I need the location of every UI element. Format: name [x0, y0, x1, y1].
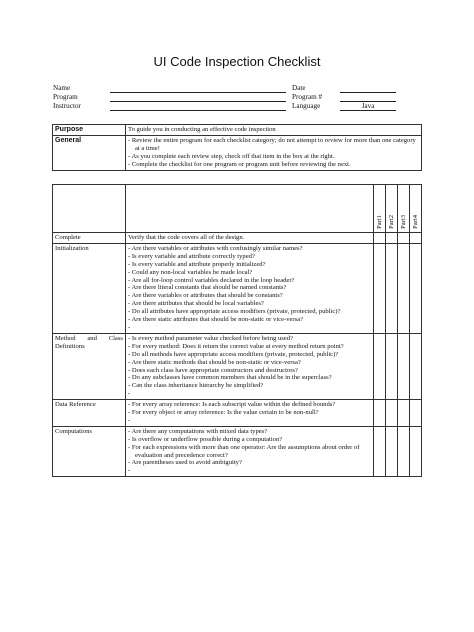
part3-checkbox[interactable] — [398, 333, 410, 399]
part4-checkbox[interactable] — [410, 233, 422, 244]
table-header-row — [53, 185, 422, 233]
program-number-label: Program # — [292, 93, 323, 101]
section-row — [53, 333, 422, 399]
purpose-table — [52, 124, 422, 171]
part3-checkbox[interactable] — [398, 233, 410, 244]
purpose-label: Purpose — [53, 125, 126, 136]
section-label: Computations — [53, 426, 126, 476]
part2-checkbox[interactable] — [386, 426, 398, 476]
checklist-item: - Do any subclasses have common members that should be in the superclass? — [128, 374, 371, 382]
section-label: Method and Class Definitions — [53, 333, 126, 399]
section-label: Complete — [53, 233, 126, 244]
section-content — [126, 333, 374, 399]
name-label: Name — [53, 84, 71, 92]
part3-header: Part3 — [398, 185, 410, 233]
language-label: Language — [292, 102, 321, 110]
part1-checkbox[interactable] — [374, 400, 386, 427]
checklist-item: - Is every variable and attribute correctly typed? — [128, 253, 371, 261]
checklist-table — [52, 184, 422, 477]
checklist-item: - Do all attributes have appropriate access modifiers (private, protected, public)? — [128, 308, 371, 316]
checklist-item — [128, 390, 371, 398]
checklist-item: - For each expressions with more than one operator: Are the assumptions about order of evaluation and precedence correct? — [128, 444, 371, 460]
section-content — [126, 426, 374, 476]
part2-checkbox[interactable] — [386, 243, 398, 333]
part2-checkbox[interactable] — [386, 233, 398, 244]
general-item: - As you complete each review step, check off that item in the box at the right. — [128, 153, 419, 161]
part3-checkbox[interactable] — [398, 243, 410, 333]
instructor-label: Instructor — [53, 102, 81, 110]
section-label: Data Reference — [53, 400, 126, 427]
checklist-item: - Does each class have appropriate constructors and destructors? — [128, 367, 371, 375]
checklist-item: - Could any non-local variables be made local? — [128, 269, 371, 277]
part1-checkbox[interactable] — [374, 333, 386, 399]
checklist-item: - Are there variables or attributes that should be constants? — [128, 292, 371, 300]
name-field[interactable] — [110, 92, 286, 93]
checklist-item — [128, 417, 371, 425]
checklist-item — [128, 467, 371, 475]
date-label: Date — [292, 84, 306, 92]
checklist-item: - Are there attributes that should be local variables? — [128, 300, 371, 308]
checklist-item: - Are there any computations with mixed data types? — [128, 428, 371, 436]
general-label: General — [53, 135, 126, 170]
part4-checkbox[interactable] — [410, 400, 422, 427]
checklist-item: - Are there literal constants that should be named constants? — [128, 284, 371, 292]
language-field[interactable] — [340, 110, 396, 111]
part1-checkbox[interactable] — [374, 426, 386, 476]
purpose-text: To guide you in conducting an effective code inspection — [126, 125, 422, 136]
part4-checkbox[interactable] — [410, 333, 422, 399]
language-value: Java — [361, 102, 375, 110]
section-row — [53, 243, 422, 333]
part2-checkbox[interactable] — [386, 333, 398, 399]
checklist-item: - Are all for-loop control variables declared in the loop header? — [128, 277, 371, 285]
general-item: - Complete the checklist for one program or program unit before reviewing the next. — [128, 161, 419, 169]
checklist-item: - Are there static attributes that should be non-static or vice-versa? — [128, 316, 371, 324]
checklist-item: - Are parentheses used to avoid ambiguity? — [128, 459, 371, 467]
program-field[interactable] — [110, 101, 286, 102]
section-content — [126, 233, 374, 244]
checklist-item: - Are there variables or attributes with confusingly similar names? — [128, 245, 371, 253]
section-content — [126, 400, 374, 427]
date-field[interactable] — [340, 92, 396, 93]
part4-header: Part4 — [410, 185, 422, 233]
section-intro: Verify that the code covers all of the design. — [128, 234, 245, 241]
checklist-item: - For every object or array reference: Is the value certain to be non-null? — [128, 409, 371, 417]
part1-checkbox[interactable] — [374, 233, 386, 244]
checklist-item: - Do all methods have appropriate access modifiers (private, protected, public)? — [128, 351, 371, 359]
program-label: Program — [53, 93, 78, 101]
checklist-item: - For every array reference: Is each subscript value within the defined bounds? — [128, 401, 371, 409]
section-content — [126, 243, 374, 333]
checklist-item: - For every method: Does it return the correct value at every method return point? — [128, 343, 371, 351]
page-title: UI Code Inspection Checklist — [153, 54, 321, 69]
section-row — [53, 233, 422, 244]
part2-checkbox[interactable] — [386, 400, 398, 427]
section-label: Initialization — [53, 243, 126, 333]
checklist-item: - Is every variable and attribute properly initialized? — [128, 261, 371, 269]
section-row — [53, 426, 422, 476]
general-items — [126, 135, 422, 170]
part2-header: Part2 — [386, 185, 398, 233]
instructor-field[interactable] — [110, 110, 286, 111]
checklist-item: - Can the class inheritance hierarchy be simplified? — [128, 382, 371, 390]
part1-checkbox[interactable] — [374, 243, 386, 333]
checklist-item: - Are there static methods that should be non-static or vice-versa? — [128, 359, 371, 367]
part3-checkbox[interactable] — [398, 400, 410, 427]
general-item: - Review the entire program for each checklist category; do not attempt to review for more than one category at a time! — [128, 137, 419, 153]
part4-checkbox[interactable] — [410, 426, 422, 476]
checklist-item: - Is overflow or underflow possible during a computation? — [128, 436, 371, 444]
part1-header: Part1 — [374, 185, 386, 233]
part4-checkbox[interactable] — [410, 243, 422, 333]
checklist-item: - Is every method parameter value checked before being used? — [128, 335, 371, 343]
part3-checkbox[interactable] — [398, 426, 410, 476]
section-row — [53, 400, 422, 427]
checklist-item — [128, 324, 371, 332]
